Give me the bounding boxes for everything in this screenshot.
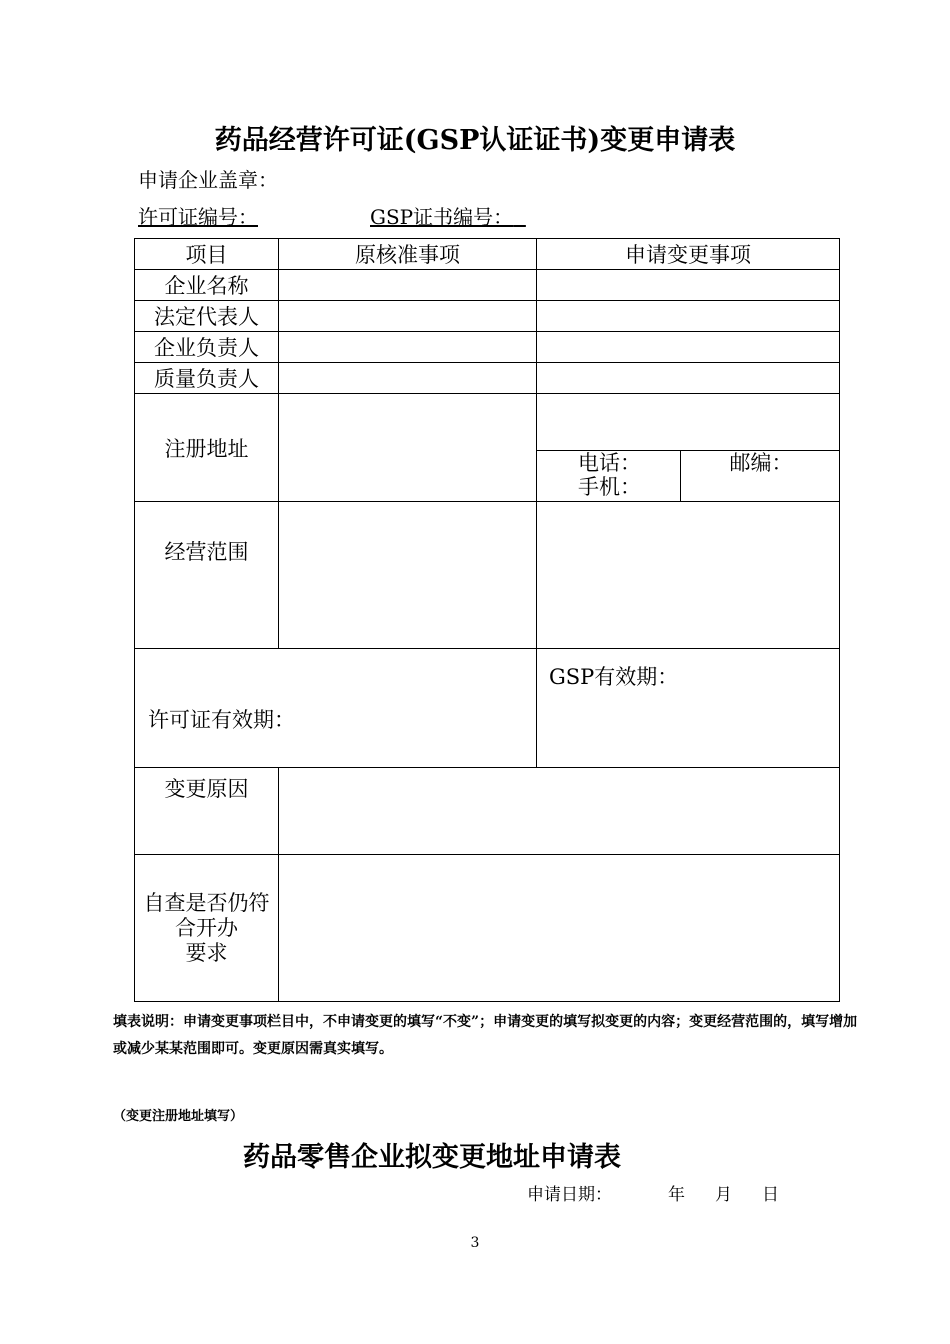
- self-check-line-2: 合开办: [175, 915, 238, 940]
- date-label: 申请日期：: [527, 1185, 612, 1205]
- row-label-reason: 变更原因: [135, 768, 279, 855]
- license-validity-label: 许可证有效期：: [148, 708, 295, 732]
- date-day: 日: [762, 1185, 779, 1205]
- license-validity-cell[interactable]: [135, 649, 537, 768]
- gsp-validity-label: GSP有效期：: [549, 665, 679, 689]
- seal-label: 申请企业盖章：: [138, 168, 278, 192]
- row-label-scope: 经营范围: [135, 502, 279, 649]
- header-item: 项目: [135, 239, 279, 270]
- postcode-label: 邮编：: [729, 451, 793, 475]
- cell-requested-company-name[interactable]: [537, 270, 840, 301]
- fill-instructions: 填表说明：申请变更事项栏目中，不申请变更的填写“不变”；申请变更的填写拟变更的内容；变更经营范围的，填写增加或减少某某范围即可。变更原因需真实填写。: [113, 1014, 858, 1057]
- date-year: 年: [668, 1185, 685, 1205]
- page-number: 3: [470, 1235, 480, 1251]
- phone-label: 电话：: [578, 451, 641, 475]
- postcode-cell[interactable]: [681, 451, 840, 502]
- cell-requested-company-head[interactable]: [537, 332, 840, 363]
- contact-phone-cell[interactable]: [537, 451, 681, 502]
- form-title: 药品经营许可证(GSP认证证书)变更申请表: [214, 125, 736, 156]
- cell-requested-legal-rep[interactable]: [537, 301, 840, 332]
- second-form-title: 药品零售企业拟变更地址申请表: [243, 1142, 621, 1173]
- cell-requested-scope[interactable]: [537, 502, 840, 649]
- mobile-label: 手机：: [578, 475, 641, 499]
- row-label-self-check: [135, 855, 279, 1002]
- cell-original-quality-head[interactable]: [279, 363, 537, 394]
- date-month: 月: [715, 1185, 732, 1205]
- row-label-address: 注册地址: [135, 394, 279, 502]
- gsp-validity-cell[interactable]: [537, 649, 840, 768]
- gsp-number-label: GSP证书编号：: [370, 205, 514, 229]
- license-number-label: 许可证编号：: [138, 205, 258, 229]
- header-original: 原核准事项: [279, 239, 537, 270]
- cell-original-company-head[interactable]: [279, 332, 537, 363]
- cell-original-scope[interactable]: [279, 502, 537, 649]
- cert-number-line: [138, 201, 526, 230]
- cell-original-address[interactable]: [279, 394, 537, 502]
- cell-reason[interactable]: [279, 768, 840, 855]
- cell-self-check[interactable]: [279, 855, 840, 1002]
- address-change-note: （变更注册地址填写）: [113, 1109, 244, 1124]
- row-label-company-head: 企业负责人: [135, 332, 279, 363]
- row-label-company-name: 企业名称: [135, 270, 279, 301]
- row-label-quality-head: 质量负责人: [135, 363, 279, 394]
- application-date: [527, 1180, 779, 1205]
- cell-original-company-name[interactable]: [279, 270, 537, 301]
- header-requested: 申请变更事项: [537, 239, 840, 270]
- self-check-line-3: 要求: [185, 940, 228, 965]
- cell-original-legal-rep[interactable]: [279, 301, 537, 332]
- change-application-table: [134, 238, 840, 1002]
- cell-requested-address[interactable]: [537, 394, 840, 451]
- self-check-line-1: 自查是否仍符: [143, 890, 270, 915]
- row-label-legal-rep: 法定代表人: [135, 301, 279, 332]
- cell-requested-quality-head[interactable]: [537, 363, 840, 394]
